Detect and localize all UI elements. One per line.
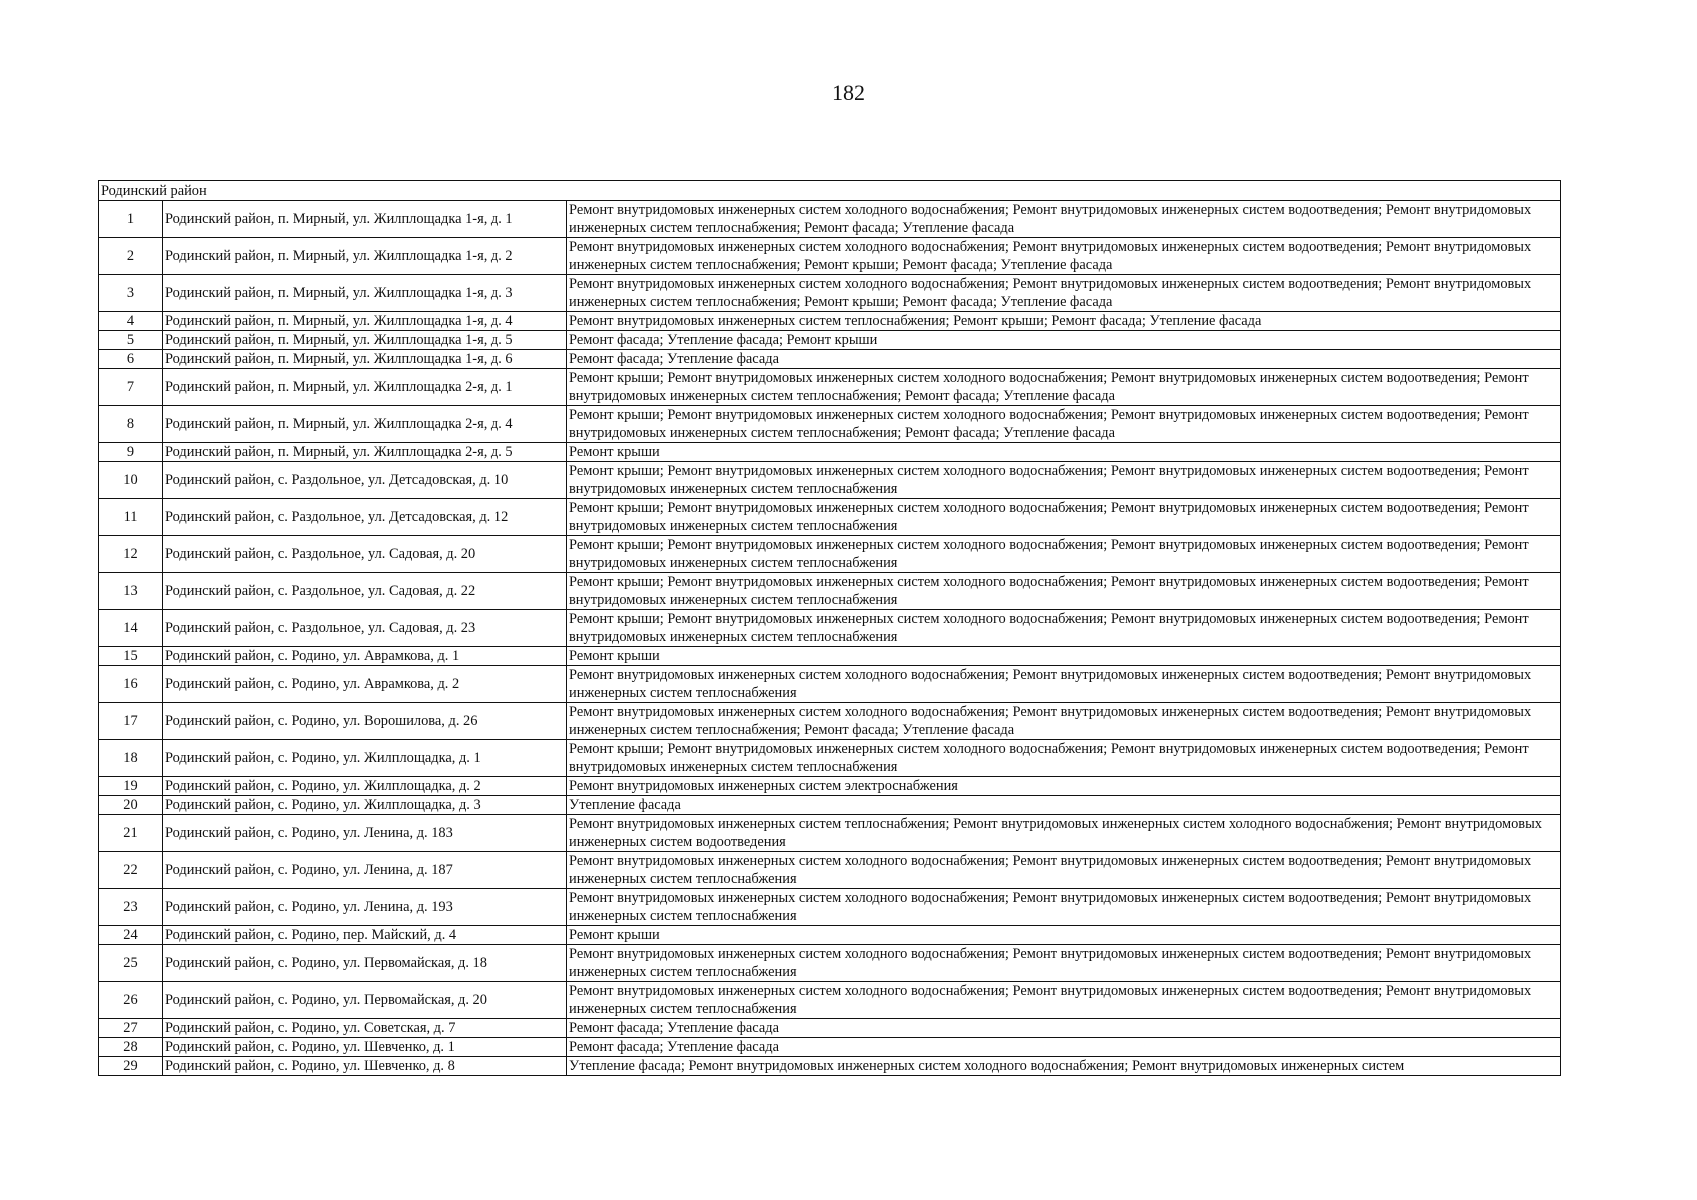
table-row — [99, 703, 1561, 740]
table-row — [99, 499, 1561, 536]
row-works: Ремонт крыши — [567, 443, 1561, 462]
row-number: 25 — [99, 945, 163, 982]
table-row — [99, 610, 1561, 647]
row-address: Родинский район, п. Мирный, ул. Жилплощадка 1-я, д. 5 — [163, 331, 567, 350]
row-works: Ремонт крыши — [567, 647, 1561, 666]
row-number: 9 — [99, 443, 163, 462]
row-address: Родинский район, с. Раздольное, ул. Садовая, д. 20 — [163, 536, 567, 573]
row-address: Родинский район, с. Родино, ул. Жилплощадка, д. 1 — [163, 740, 567, 777]
row-number: 4 — [99, 312, 163, 331]
row-address: Родинский район, п. Мирный, ул. Жилплощадка 1-я, д. 3 — [163, 275, 567, 312]
row-number: 6 — [99, 350, 163, 369]
row-number: 5 — [99, 331, 163, 350]
row-works: Ремонт крыши; Ремонт внутридомовых инженерных систем холодного водоснабжения; Ремонт внутридомовых инженерных систем водоотведения; Ремонт внутридомовых инженерных систем теплоснабжения — [567, 536, 1561, 573]
row-works: Ремонт фасада; Утепление фасада — [567, 1038, 1561, 1057]
row-address: Родинский район, с. Родино, ул. Жилплощадка, д. 3 — [163, 796, 567, 815]
table-row — [99, 740, 1561, 777]
row-works: Ремонт внутридомовых инженерных систем холодного водоснабжения; Ремонт внутридомовых инженерных систем водоотведения; Ремонт внутридомовых инженерных систем теплоснабжения — [567, 889, 1561, 926]
row-number: 29 — [99, 1057, 163, 1076]
row-works: Ремонт крыши — [567, 926, 1561, 945]
row-number: 19 — [99, 777, 163, 796]
row-address: Родинский район, п. Мирный, ул. Жилплощадка 2-я, д. 5 — [163, 443, 567, 462]
table-row — [99, 369, 1561, 406]
row-works: Ремонт внутридомовых инженерных систем холодного водоснабжения; Ремонт внутридомовых инженерных систем водоотведения; Ремонт внутридомовых инженерных систем теплоснабжения — [567, 666, 1561, 703]
row-number: 21 — [99, 815, 163, 852]
row-address: Родинский район, с. Родино, ул. Первомайская, д. 20 — [163, 982, 567, 1019]
row-address: Родинский район, с. Раздольное, ул. Детсадовская, д. 10 — [163, 462, 567, 499]
row-works: Ремонт крыши; Ремонт внутридомовых инженерных систем холодного водоснабжения; Ремонт внутридомовых инженерных систем водоотведения; Ремонт внутридомовых инженерных систем теплоснабжения — [567, 499, 1561, 536]
row-works: Ремонт внутридомовых инженерных систем теплоснабжения; Ремонт внутридомовых инженерных систем холодного водоснабжения; Ремонт внутридомовых инженерных систем водоотведения — [567, 815, 1561, 852]
row-number: 24 — [99, 926, 163, 945]
row-address: Родинский район, с. Раздольное, ул. Садовая, д. 22 — [163, 573, 567, 610]
row-number: 13 — [99, 573, 163, 610]
row-address: Родинский район, с. Родино, ул. Советская, д. 7 — [163, 1019, 567, 1038]
row-number: 2 — [99, 238, 163, 275]
row-number: 1 — [99, 201, 163, 238]
row-works: Ремонт внутридомовых инженерных систем холодного водоснабжения; Ремонт внутридомовых инженерных систем водоотведения; Ремонт внутридомовых инженерных систем теплоснабжения; Ремонт фасада; Утепление фасада — [567, 703, 1561, 740]
row-works: Ремонт крыши; Ремонт внутридомовых инженерных систем холодного водоснабжения; Ремонт внутридомовых инженерных систем водоотведения; Ремонт внутридомовых инженерных систем теплоснабжения; Ремонт фасада; Утепление фасада — [567, 369, 1561, 406]
table-row — [99, 350, 1561, 369]
row-address: Родинский район, с. Родино, ул. Ворошилова, д. 26 — [163, 703, 567, 740]
row-works: Ремонт крыши; Ремонт внутридомовых инженерных систем холодного водоснабжения; Ремонт внутридомовых инженерных систем водоотведения; Ремонт внутридомовых инженерных систем теплоснабжения — [567, 610, 1561, 647]
table-row — [99, 536, 1561, 573]
row-works: Ремонт фасада; Утепление фасада — [567, 350, 1561, 369]
row-works: Ремонт внутридомовых инженерных систем холодного водоснабжения; Ремонт внутридомовых инженерных систем водоотведения; Ремонт внутридомовых инженерных систем теплоснабжения — [567, 852, 1561, 889]
row-works: Ремонт внутридомовых инженерных систем холодного водоснабжения; Ремонт внутридомовых инженерных систем водоотведения; Ремонт внутридомовых инженерных систем теплоснабжения; Ремонт крыши; Ремонт фасада; Утепление фасада — [567, 238, 1561, 275]
row-address: Родинский район, с. Родино, пер. Майский, д. 4 — [163, 926, 567, 945]
table-row — [99, 815, 1561, 852]
row-works: Утепление фасада — [567, 796, 1561, 815]
row-works: Ремонт внутридомовых инженерных систем электроснабжения — [567, 777, 1561, 796]
row-number: 23 — [99, 889, 163, 926]
row-works: Ремонт крыши; Ремонт внутридомовых инженерных систем холодного водоснабжения; Ремонт внутридомовых инженерных систем водоотведения; Ремонт внутридомовых инженерных систем теплоснабжения — [567, 740, 1561, 777]
table-row — [99, 926, 1561, 945]
table-row — [99, 982, 1561, 1019]
row-address: Родинский район, с. Раздольное, ул. Садовая, д. 23 — [163, 610, 567, 647]
table-row — [99, 1038, 1561, 1057]
table-row — [99, 201, 1561, 238]
table-row — [99, 331, 1561, 350]
row-number: 28 — [99, 1038, 163, 1057]
row-number: 20 — [99, 796, 163, 815]
row-number: 27 — [99, 1019, 163, 1038]
table-row — [99, 238, 1561, 275]
table-row — [99, 462, 1561, 499]
table-body — [99, 181, 1561, 1076]
table-row — [99, 1019, 1561, 1038]
table-row — [99, 312, 1561, 331]
row-address: Родинский район, п. Мирный, ул. Жилплощадка 1-я, д. 2 — [163, 238, 567, 275]
row-works: Ремонт крыши; Ремонт внутридомовых инженерных систем холодного водоснабжения; Ремонт внутридомовых инженерных систем водоотведения; Ремонт внутридомовых инженерных систем теплоснабжения; Ремонт фасада; Утепление фасада — [567, 406, 1561, 443]
row-works: Ремонт крыши; Ремонт внутридомовых инженерных систем холодного водоснабжения; Ремонт внутридомовых инженерных систем водоотведения; Ремонт внутридомовых инженерных систем теплоснабжения — [567, 573, 1561, 610]
row-works: Ремонт внутридомовых инженерных систем холодного водоснабжения; Ремонт внутридомовых инженерных систем водоотведения; Ремонт внутридомовых инженерных систем теплоснабжения — [567, 945, 1561, 982]
row-works: Ремонт фасада; Утепление фасада; Ремонт крыши — [567, 331, 1561, 350]
row-address: Родинский район, с. Родино, ул. Ленина, д. 183 — [163, 815, 567, 852]
row-number: 26 — [99, 982, 163, 1019]
row-address: Родинский район, п. Мирный, ул. Жилплощадка 2-я, д. 4 — [163, 406, 567, 443]
row-address: Родинский район, с. Родино, ул. Жилплощадка, д. 2 — [163, 777, 567, 796]
table-row — [99, 647, 1561, 666]
table-row — [99, 666, 1561, 703]
row-number: 16 — [99, 666, 163, 703]
table-row — [99, 573, 1561, 610]
row-works: Ремонт внутридомовых инженерных систем холодного водоснабжения; Ремонт внутридомовых инженерных систем водоотведения; Ремонт внутридомовых инженерных систем теплоснабжения; Ремонт крыши; Ремонт фасада; Утепление фасада — [567, 275, 1561, 312]
row-works: Ремонт внутридомовых инженерных систем теплоснабжения; Ремонт крыши; Ремонт фасада; Утепление фасада — [567, 312, 1561, 331]
row-number: 17 — [99, 703, 163, 740]
row-address: Родинский район, п. Мирный, ул. Жилплощадка 1-я, д. 4 — [163, 312, 567, 331]
row-number: 12 — [99, 536, 163, 573]
row-number: 8 — [99, 406, 163, 443]
row-address: Родинский район, с. Родино, ул. Ленина, д. 193 — [163, 889, 567, 926]
table-row — [99, 889, 1561, 926]
row-number: 15 — [99, 647, 163, 666]
row-works: Ремонт крыши; Ремонт внутридомовых инженерных систем холодного водоснабжения; Ремонт внутридомовых инженерных систем водоотведения; Ремонт внутридомовых инженерных систем теплоснабжения — [567, 462, 1561, 499]
row-works: Ремонт фасада; Утепление фасада — [567, 1019, 1561, 1038]
table-row — [99, 777, 1561, 796]
row-address: Родинский район, с. Родино, ул. Аврамкова, д. 2 — [163, 666, 567, 703]
row-number: 10 — [99, 462, 163, 499]
district-header-row — [99, 181, 1561, 201]
table-row — [99, 796, 1561, 815]
row-works: Ремонт внутридомовых инженерных систем холодного водоснабжения; Ремонт внутридомовых инженерных систем водоотведения; Ремонт внутридомовых инженерных систем теплоснабжения; Ремонт фасада; Утепление фасада — [567, 201, 1561, 238]
row-number: 22 — [99, 852, 163, 889]
page-number: 182 — [832, 80, 865, 105]
table-row — [99, 406, 1561, 443]
row-number: 18 — [99, 740, 163, 777]
row-number: 11 — [99, 499, 163, 536]
table-row — [99, 443, 1561, 462]
row-address: Родинский район, п. Мирный, ул. Жилплощадка 1-я, д. 1 — [163, 201, 567, 238]
repair-table — [98, 180, 1561, 1076]
row-address: Родинский район, с. Раздольное, ул. Детсадовская, д. 12 — [163, 499, 567, 536]
row-address: Родинский район, с. Родино, ул. Первомайская, д. 18 — [163, 945, 567, 982]
row-address: Родинский район, с. Родино, ул. Ленина, д. 187 — [163, 852, 567, 889]
table-row — [99, 275, 1561, 312]
table-row — [99, 1057, 1561, 1076]
row-address: Родинский район, с. Родино, ул. Шевченко, д. 1 — [163, 1038, 567, 1057]
row-number: 14 — [99, 610, 163, 647]
row-address: Родинский район, с. Родино, ул. Шевченко, д. 8 — [163, 1057, 567, 1076]
row-works: Утепление фасада; Ремонт внутридомовых инженерных систем холодного водоснабжения; Ремонт внутридомовых инженерных систем — [567, 1057, 1561, 1076]
table-row — [99, 945, 1561, 982]
row-address: Родинский район, п. Мирный, ул. Жилплощадка 2-я, д. 1 — [163, 369, 567, 406]
row-number: 3 — [99, 275, 163, 312]
district-title: Родинский район — [99, 181, 1561, 201]
table-row — [99, 852, 1561, 889]
row-works: Ремонт внутридомовых инженерных систем холодного водоснабжения; Ремонт внутридомовых инженерных систем водоотведения; Ремонт внутридомовых инженерных систем теплоснабжения — [567, 982, 1561, 1019]
row-address: Родинский район, п. Мирный, ул. Жилплощадка 1-я, д. 6 — [163, 350, 567, 369]
row-number: 7 — [99, 369, 163, 406]
row-address: Родинский район, с. Родино, ул. Аврамкова, д. 1 — [163, 647, 567, 666]
